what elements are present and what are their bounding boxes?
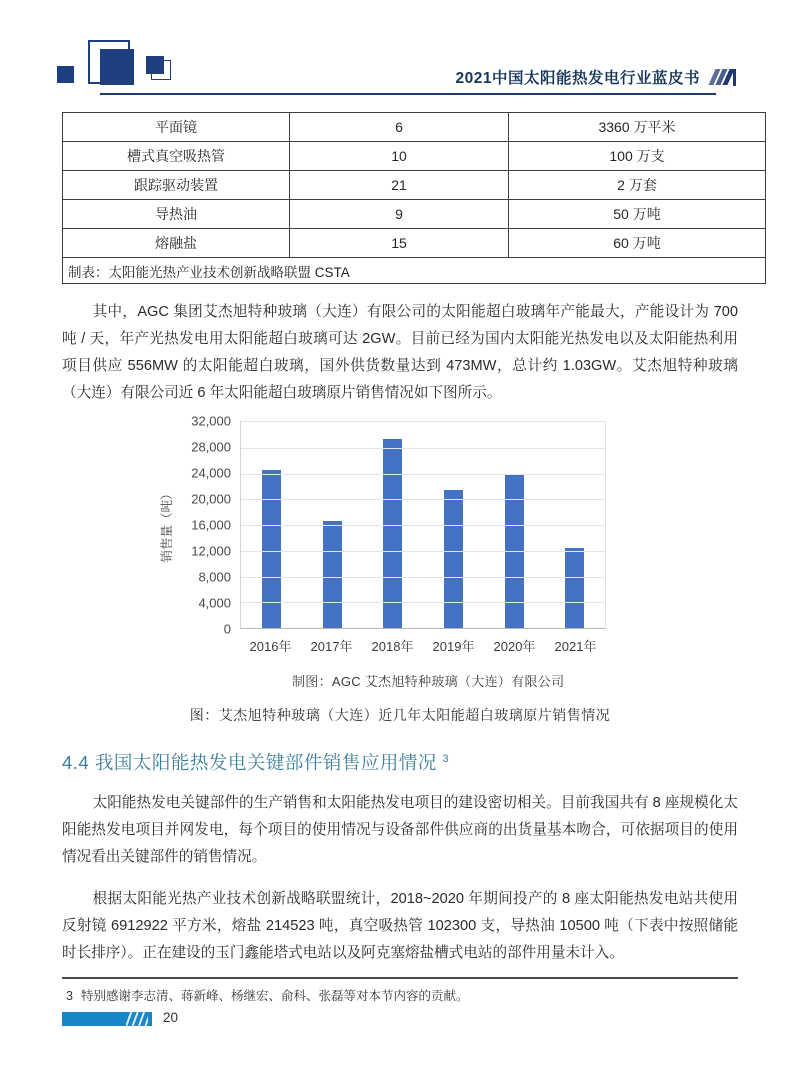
y-axis-title: 销售量（吨） <box>160 487 174 563</box>
bar-2018年 <box>383 439 402 628</box>
body-paragraph-agc: 其中，AGC 集团艾杰旭特种玻璃（大连）有限公司的太阳能超白玻璃年产能最大，产能设计为 700 吨 / 天，年产光热发电用太阳能超白玻璃可达 2GW。目前已经为国内太阳能光热发电以及太阳能热利用项目供应 556MW 的太阳能超白玻璃，国外供货数量达到 473MW，总计约 1.03GW。艾杰旭特种玻璃（大连）有限公司近 6 年太阳能超白玻璃原片销售情况如下图所示。 <box>62 304 738 401</box>
gridline <box>241 474 605 475</box>
bar-2021年 <box>565 548 584 628</box>
logo-square-fill <box>100 49 134 85</box>
count-cell: 15 <box>290 229 509 258</box>
y-tick-label: 28,000 <box>191 439 231 455</box>
page-header <box>0 0 800 90</box>
table-row <box>63 200 766 229</box>
table-source-row <box>63 258 766 284</box>
component-name-cell: 槽式真空吸热管 <box>63 142 290 171</box>
component-name-cell: 平面镜 <box>63 113 290 142</box>
x-tick-label: 2021年 <box>554 639 597 654</box>
footnote-marker: 3 <box>66 989 73 1003</box>
section-heading <box>62 749 738 775</box>
logo-square-small <box>57 66 74 83</box>
table-row <box>63 171 766 200</box>
slashes-icon <box>712 68 736 86</box>
component-name-cell: 熔融盐 <box>63 229 290 258</box>
gridline <box>241 577 605 578</box>
plot-area <box>240 421 606 629</box>
table-row <box>63 142 766 171</box>
page-number: 20 <box>163 1010 179 1025</box>
bar-2017年 <box>323 521 342 628</box>
table-source-text: 制表：太阳能光热产业技术创新战略联盟 CSTA <box>63 258 766 284</box>
footnote-text: 特别感谢李志清、蒋新峰、杨继宏、俞科、张磊等对本节内容的贡献。 <box>80 989 469 1003</box>
gridline <box>241 551 605 552</box>
capacity-cell: 50 万吨 <box>509 200 766 229</box>
x-tick-label: 2020年 <box>493 639 536 654</box>
components-capacity-table <box>62 112 766 284</box>
y-tick-label: 24,000 <box>191 465 231 481</box>
capacity-cell: 100 万支 <box>509 142 766 171</box>
gridline <box>241 525 605 526</box>
x-axis-ticks <box>240 629 606 659</box>
footnote-divider <box>62 977 738 979</box>
logo-square-right-fill <box>146 56 164 74</box>
publisher-logo-icon <box>55 40 185 90</box>
count-cell: 21 <box>290 171 509 200</box>
y-tick-label: 20,000 <box>191 491 231 507</box>
chart-attribution: 制图：AGC 艾杰旭特种玻璃（大连）有限公司 <box>292 674 565 689</box>
table-row <box>63 229 766 258</box>
page-footer-bar <box>62 1012 152 1026</box>
x-tick-label: 2019年 <box>432 639 475 654</box>
section-heading-text: 4.4 我国太阳能热发电关键部件销售应用情况 <box>62 752 437 773</box>
x-tick-label: 2016年 <box>249 639 292 654</box>
y-tick-label: 12,000 <box>191 543 231 559</box>
y-tick-label: 4,000 <box>198 595 231 611</box>
bar-2016年 <box>262 470 281 628</box>
report-title: 2021中国太阳能热发电行业蓝皮书 <box>455 70 700 87</box>
header-divider <box>100 93 716 95</box>
y-tick-label: 16,000 <box>191 517 231 533</box>
count-cell: 6 <box>290 113 509 142</box>
count-cell: 10 <box>290 142 509 171</box>
gridline <box>241 448 605 449</box>
x-tick-label: 2017年 <box>310 639 353 654</box>
capacity-cell: 2 万套 <box>509 171 766 200</box>
component-name-cell: 导热油 <box>63 200 290 229</box>
gridline <box>241 602 605 603</box>
count-cell: 9 <box>290 200 509 229</box>
y-tick-label: 8,000 <box>198 569 231 585</box>
body-paragraph-statistics: 根据太阳能光热产业技术创新战略联盟统计，2018~2020 年期间投产的 8 座太阳能热发电站共使用反射镜 6912922 平方米，熔盐 214523 吨，真空吸热管 102300 支，导热油 10500 吨（下表中按照储能时长排序）。正在建设的玉门鑫能塔式电站以及阿克塞熔盐槽式电站的部件用量未计入。 <box>62 891 738 961</box>
y-axis-ticks <box>178 413 240 637</box>
y-tick-label: 32,000 <box>191 413 231 429</box>
sales-bar-chart <box>156 413 626 659</box>
component-name-cell: 跟踪驱动装置 <box>63 171 290 200</box>
body-paragraph-components: 太阳能热发电关键部件的生产销售和太阳能热发电项目的建设密切相关。目前我国共有 8 座规模化太阳能热发电项目并网发电，每个项目的使用情况与设备部件供应商的出货量基本吻合，可依据项目的使用情况看出关键部件的销售情况。 <box>62 795 738 865</box>
footnote <box>66 986 468 1004</box>
gridline <box>241 499 605 500</box>
figure-caption: 图：艾杰旭特种玻璃（大连）近几年太阳能超白玻璃原片销售情况 <box>189 707 611 723</box>
y-tick-label: 0 <box>223 621 231 637</box>
bar-2019年 <box>444 490 463 628</box>
table-row <box>63 113 766 142</box>
x-tick-label: 2018年 <box>371 639 414 654</box>
capacity-cell: 60 万吨 <box>509 229 766 258</box>
footnote-reference: 3 <box>442 752 450 765</box>
capacity-cell: 3360 万平米 <box>509 113 766 142</box>
